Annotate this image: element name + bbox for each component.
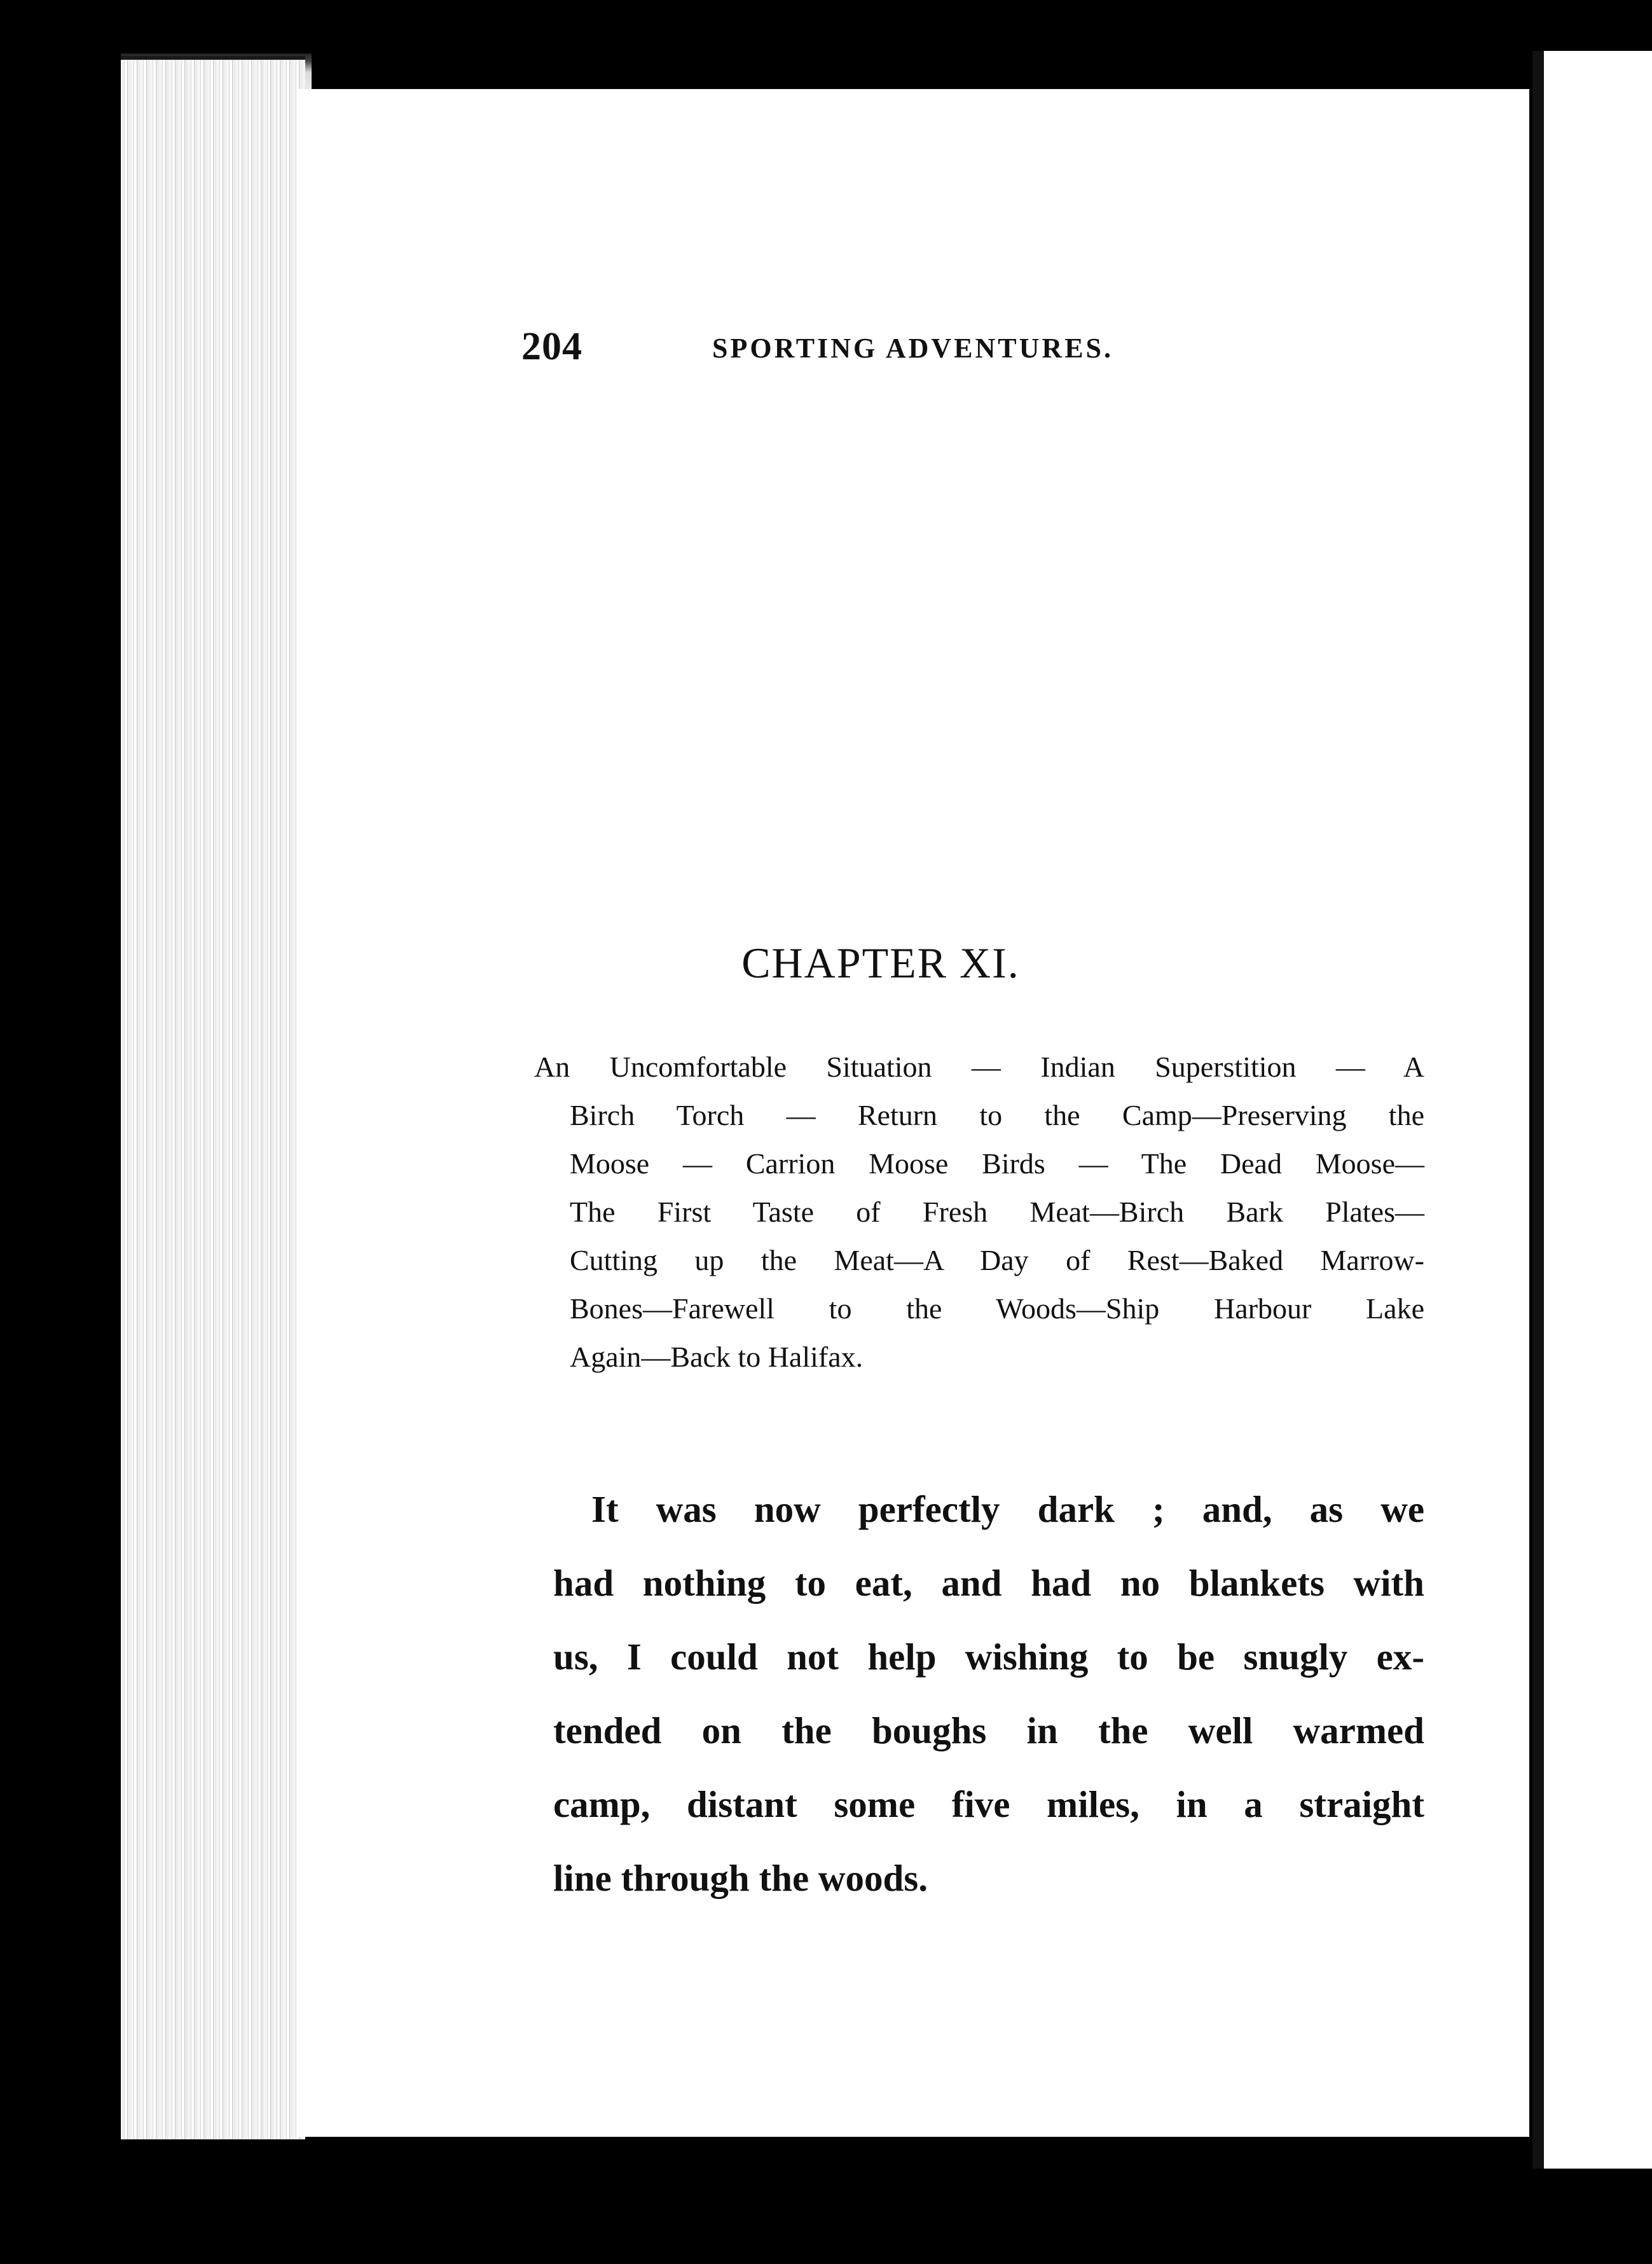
synopsis-line: Again—Back to Halifax.	[570, 1341, 864, 1373]
body-line: had nothing to eat, and had no blankets with	[553, 1562, 1424, 1604]
body-line: It was now perfectly dark ; and, as we	[591, 1488, 1424, 1530]
synopsis-line: An Uncomfortable Situation — Indian Superstition — A	[534, 1051, 1424, 1083]
book-page	[299, 89, 1529, 2137]
body-line: tended on the boughs in the well warmed	[553, 1709, 1424, 1751]
body-line: camp, distant some five miles, in a straight	[553, 1783, 1424, 1825]
chapter-heading: CHAPTER XI.	[741, 939, 1020, 987]
running-head	[521, 324, 1475, 388]
body-line: line through the woods.	[553, 1857, 928, 1899]
chapter-synopsis	[534, 1043, 1424, 1381]
page-number: 204	[521, 325, 582, 368]
synopsis-line: Moose — Carrion Moose Birds — The Dead Moose—	[570, 1147, 1424, 1180]
body-line: us, I could not help wishing to be snugly ex-	[553, 1636, 1424, 1678]
synopsis-line: The First Taste of Fresh Meat—Birch Bark Plates—	[570, 1196, 1424, 1228]
body-paragraph	[553, 1472, 1424, 1915]
adjacent-page-edge	[1532, 51, 1652, 2169]
synopsis-line: Bones—Farewell to the Woods—Ship Harbour Lake	[570, 1292, 1424, 1325]
page-edge-stack	[121, 56, 305, 2139]
synopsis-line: Cutting up the Meat—A Day of Rest—Baked Marrow-	[570, 1244, 1424, 1276]
synopsis-line: Birch Torch — Return to the Camp—Preserving the	[570, 1099, 1424, 1131]
running-title: SPORTING ADVENTURES.	[712, 333, 1114, 364]
